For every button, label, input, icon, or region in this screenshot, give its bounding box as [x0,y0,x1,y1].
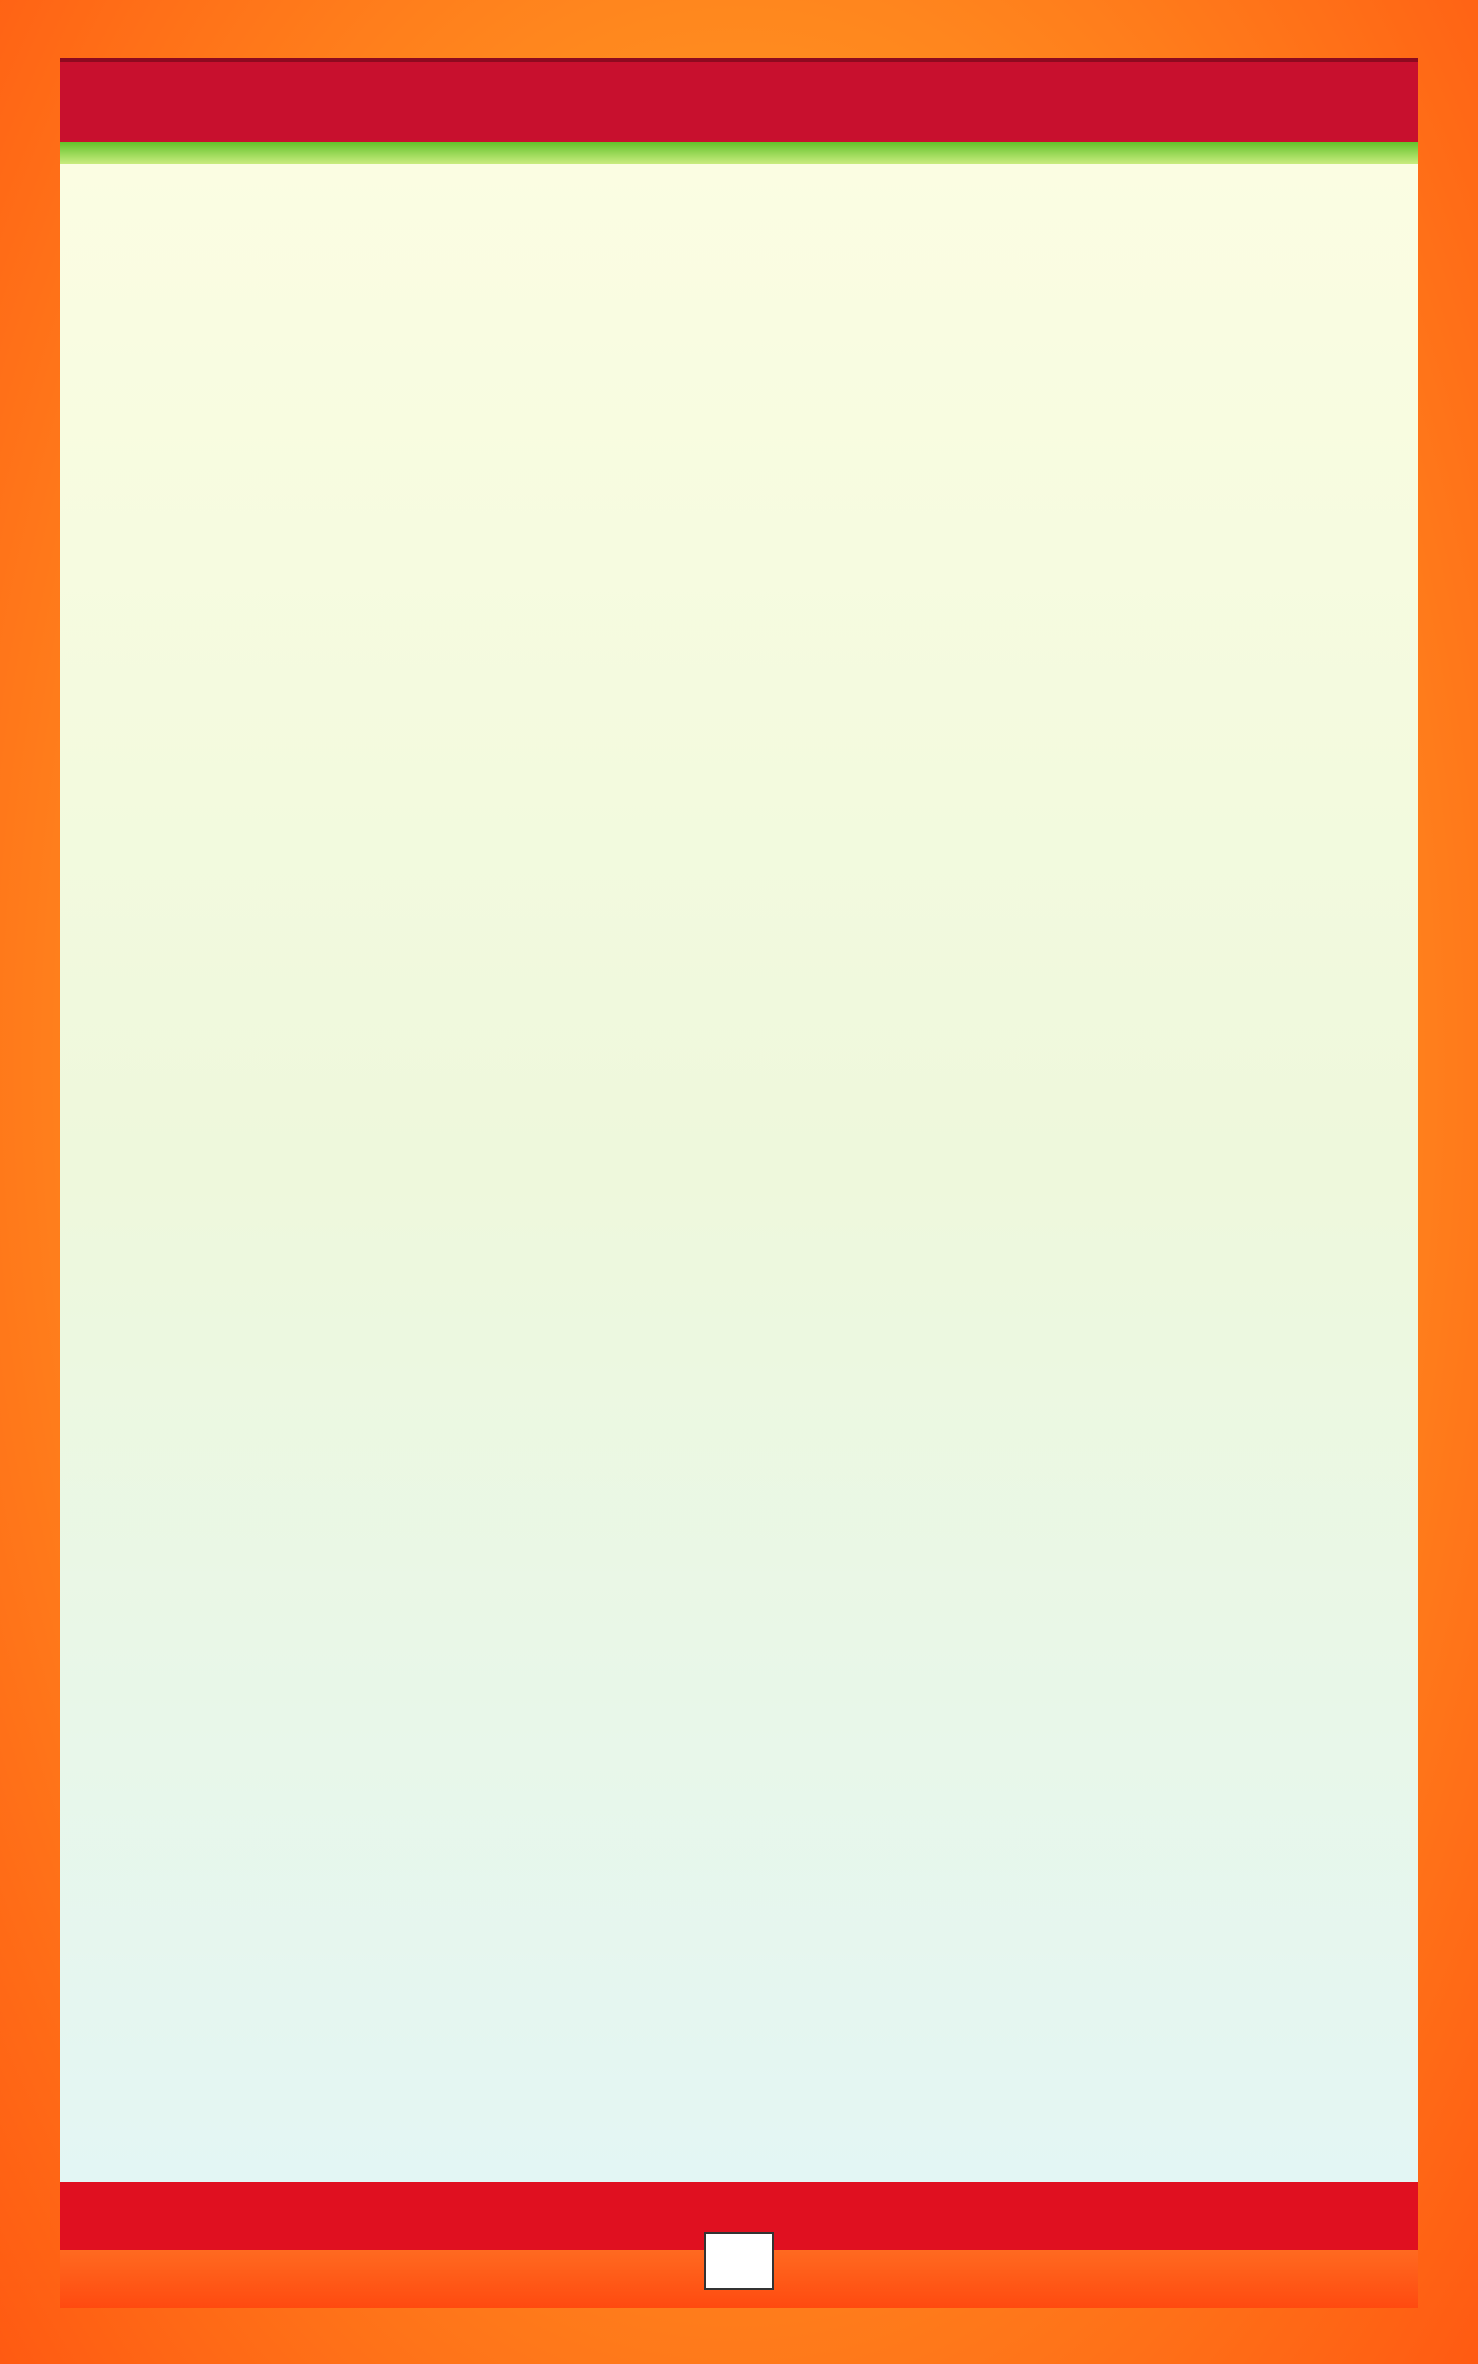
page [60,58,1418,2308]
page-number [704,2232,774,2290]
content-panel [60,164,1418,2182]
green-band [60,142,1418,164]
top-floral-border [60,58,1418,142]
